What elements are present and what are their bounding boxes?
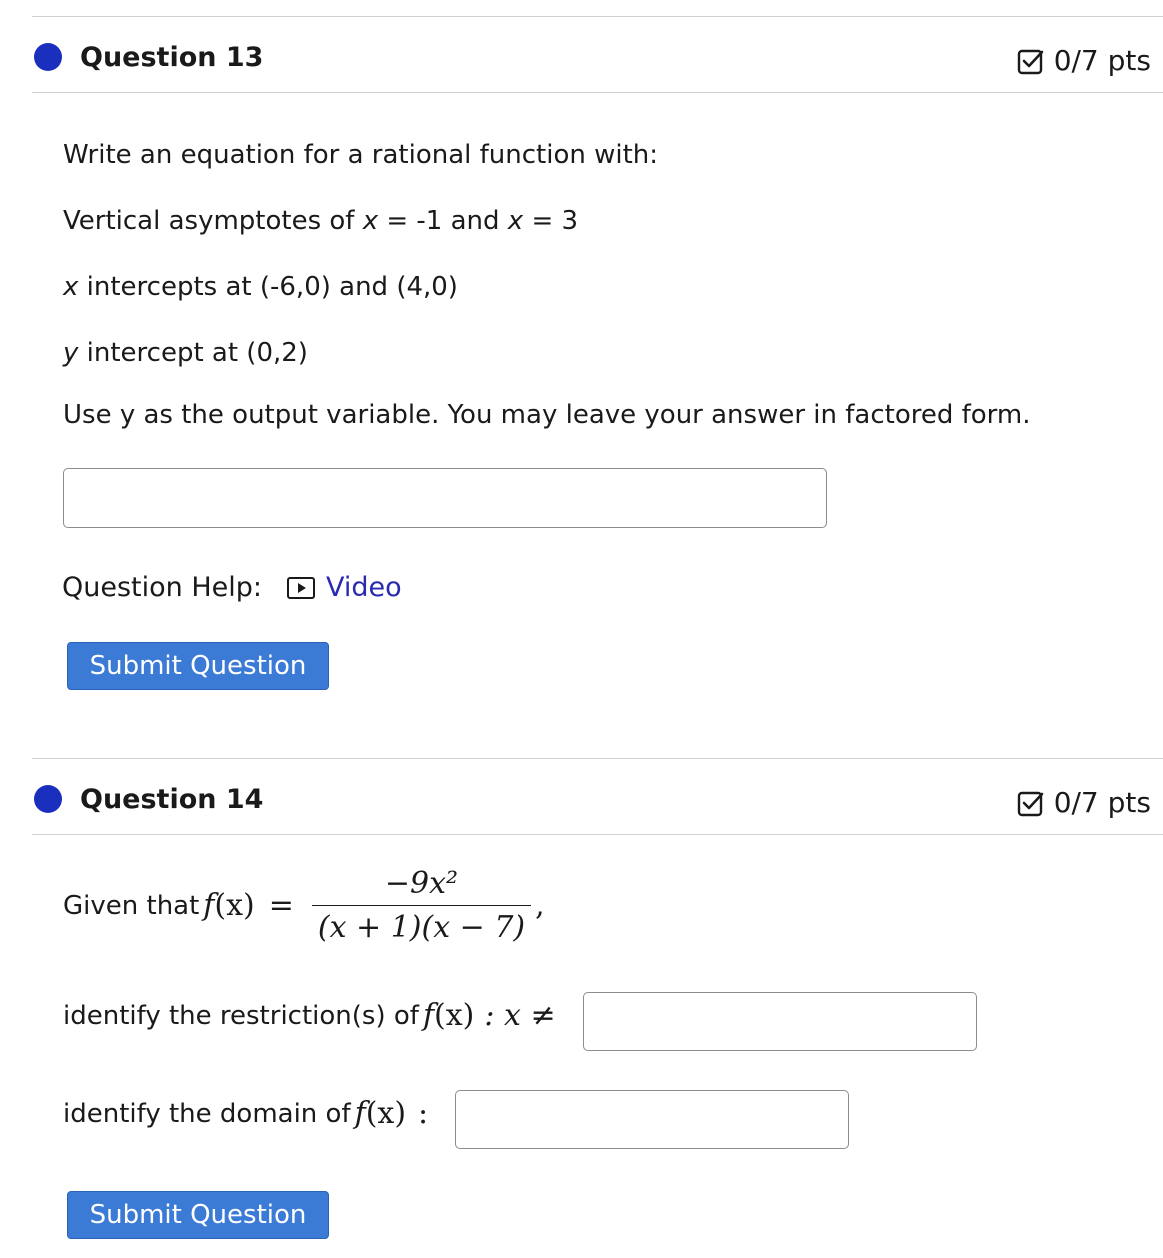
yint-var: y <box>63 338 79 368</box>
question-14-header <box>32 770 1163 830</box>
points-indicator <box>1016 44 1151 77</box>
restriction-math: : x ≠ <box>484 998 556 1033</box>
question-status-dot <box>34 43 62 71</box>
question-title: Question 14 <box>80 784 264 815</box>
question-prompt: Write an equation for a rational function with: <box>63 140 659 170</box>
fraction-denominator: (x + 1)(x − 7) <box>317 910 526 945</box>
va-var-1: x <box>362 206 379 236</box>
video-link[interactable] <box>286 572 402 603</box>
function-fraction <box>312 866 531 945</box>
given-function-line <box>63 866 545 945</box>
vertical-asymptotes-line <box>63 206 578 236</box>
va-prefix: Vertical asymptotes of <box>63 206 363 236</box>
domain-input[interactable] <box>455 1090 849 1149</box>
submit-question-13-button[interactable]: Submit Question <box>67 642 329 690</box>
restriction-input[interactable] <box>583 992 977 1051</box>
func-arg: (x) <box>365 1096 407 1131</box>
func-symbol: f <box>354 1096 366 1131</box>
func-arg: (x) <box>434 998 475 1033</box>
play-icon <box>286 576 316 600</box>
xint-rest: intercepts at (-6,0) and (4,0) <box>78 272 458 302</box>
domain-colon: : <box>418 1096 429 1131</box>
instruction-text: Use y as the output variable. You may leave your answer in factored form. <box>63 400 1031 430</box>
checkbox-icon <box>1016 788 1046 818</box>
points-indicator <box>1016 786 1151 819</box>
func-symbol: f <box>203 888 215 923</box>
yint-rest: intercept at (0,2) <box>78 338 308 368</box>
question-13-divider <box>32 92 1163 93</box>
question-status-dot <box>34 785 62 813</box>
domain-function <box>355 1096 406 1131</box>
question-14-divider <box>32 834 1163 835</box>
domain-prefix: identify the domain of <box>63 1098 351 1129</box>
points-text: 0/7 pts <box>1053 786 1151 819</box>
x-intercepts-line <box>63 272 458 302</box>
checkbox-icon <box>1016 46 1046 76</box>
domain-line <box>63 1096 428 1131</box>
help-label: Question Help: <box>62 572 262 603</box>
question-help <box>62 572 402 603</box>
va-var-2: x <box>507 206 524 236</box>
points-text: 0/7 pts <box>1053 44 1151 77</box>
trailing-comma: , <box>535 888 545 923</box>
va-mid-1: = -1 and <box>378 206 508 236</box>
video-link-label: Video <box>326 572 402 603</box>
func-arg: (x) <box>214 888 255 923</box>
fraction-bar <box>312 905 531 906</box>
answer-input[interactable] <box>63 468 827 528</box>
y-intercept-line <box>63 338 308 368</box>
question-title: Question 13 <box>80 42 264 73</box>
given-prefix: Given that <box>63 890 200 921</box>
restriction-function <box>423 998 474 1033</box>
xint-var: x <box>63 272 79 302</box>
va-mid-2: = 3 <box>523 206 579 236</box>
function-name <box>203 888 254 923</box>
fraction-numerator: −9x² <box>384 866 459 901</box>
restriction-line <box>63 998 556 1033</box>
top-divider <box>32 16 1163 17</box>
func-symbol: f <box>422 998 435 1033</box>
restriction-prefix: identify the restriction(s) of <box>63 1000 419 1031</box>
equals-sign: = <box>268 888 294 923</box>
question-13-header <box>32 28 1163 88</box>
question-14-top-divider <box>32 758 1163 759</box>
submit-question-14-button[interactable]: Submit Question <box>67 1191 329 1239</box>
